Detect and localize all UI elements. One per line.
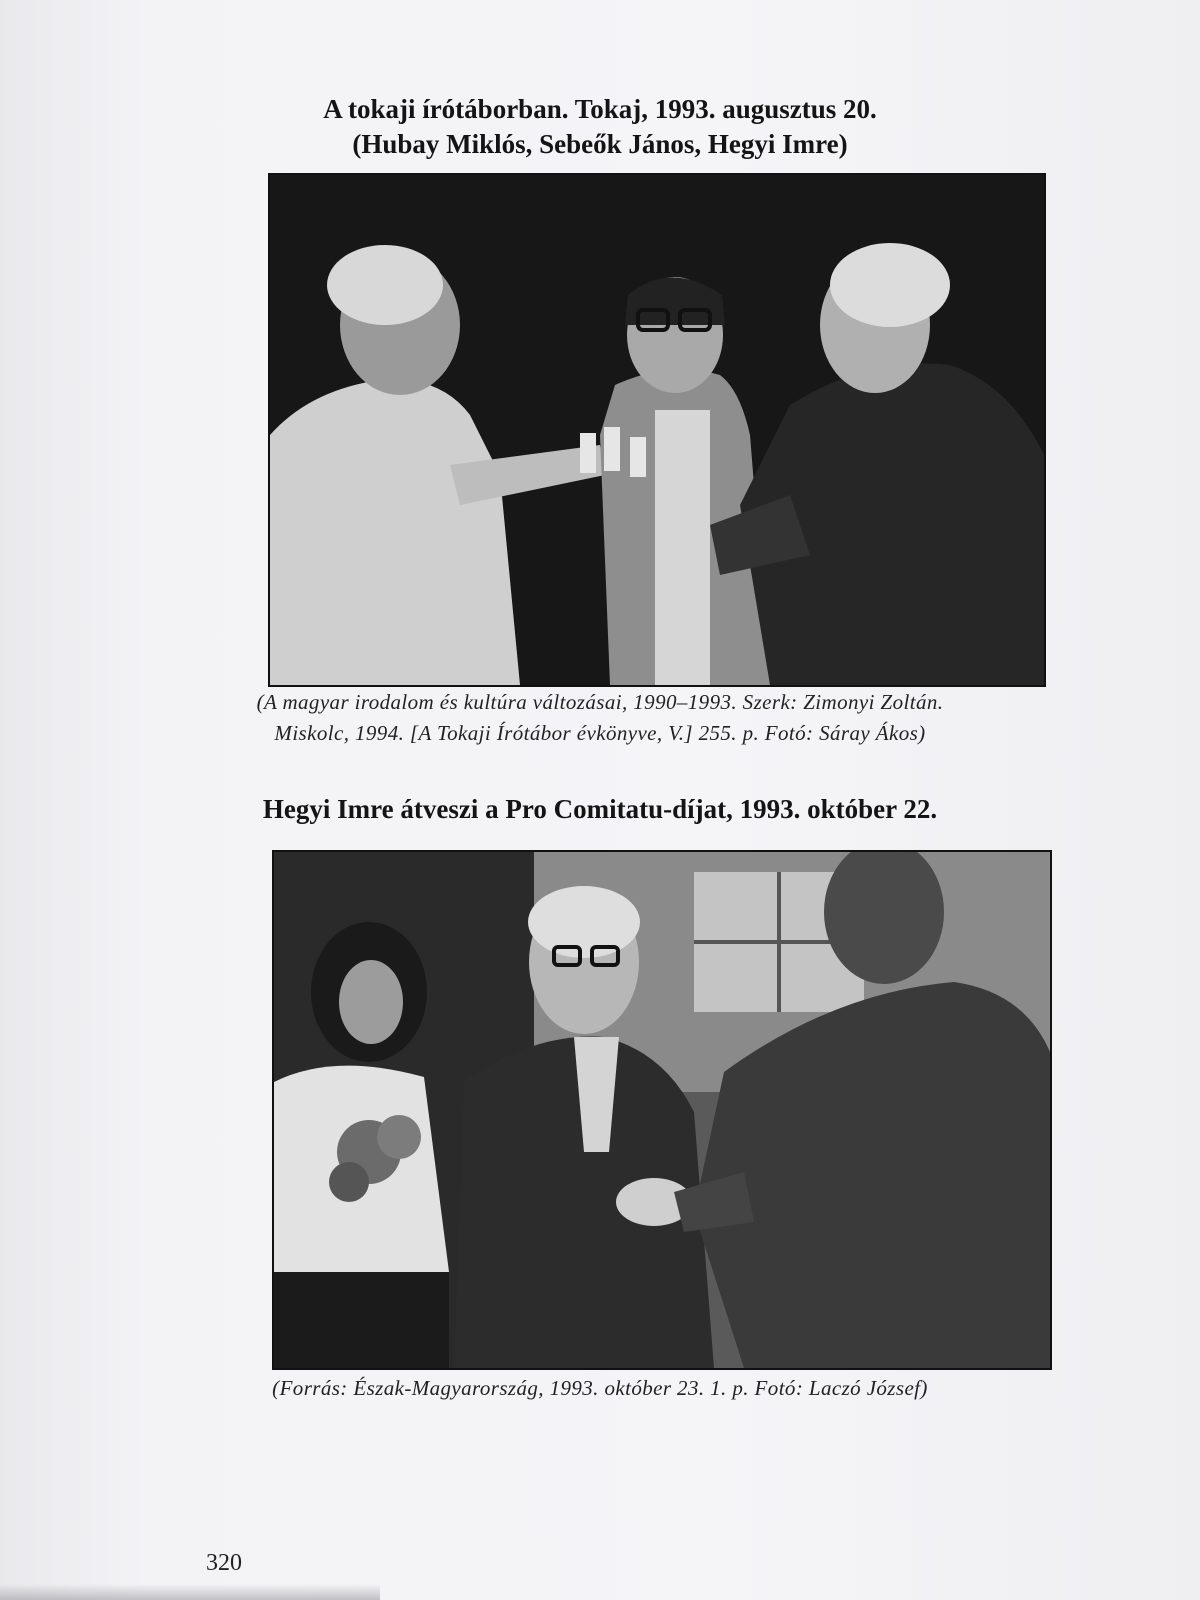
scan-watermark-strip [0, 1584, 380, 1600]
photo-tokaj-writers-camp [268, 173, 1046, 687]
photo1-title-line1: A tokaji írótáborban. Tokaj, 1993. augusztus 20. [323, 94, 877, 124]
photo2-caption: (Forrás: Észak-Magyarország, 1993. október 23. 1. p. Fotó: Laczó József) [272, 1376, 928, 1400]
photo-pro-comitatu-award [272, 850, 1052, 1370]
page-number: 320 [206, 1550, 242, 1576]
photo1-title-line2: (Hubay Miklós, Sebeők János, Hegyi Imre) [352, 129, 848, 159]
photo1-caption-line2: Miskolc, 1994. [A Tokaji Írótábor évkönyve, V.] 255. p. Fotó: Sáray Ákos) [274, 721, 926, 745]
photo1-caption-line1: (A magyar irodalom és kultúra változásai, 1990–1993. Szerk: Zimonyi Zoltán. [256, 690, 944, 714]
photo2-title: Hegyi Imre átveszi a Pro Comitatu-díjat, 1993. október 22. [262, 794, 938, 824]
